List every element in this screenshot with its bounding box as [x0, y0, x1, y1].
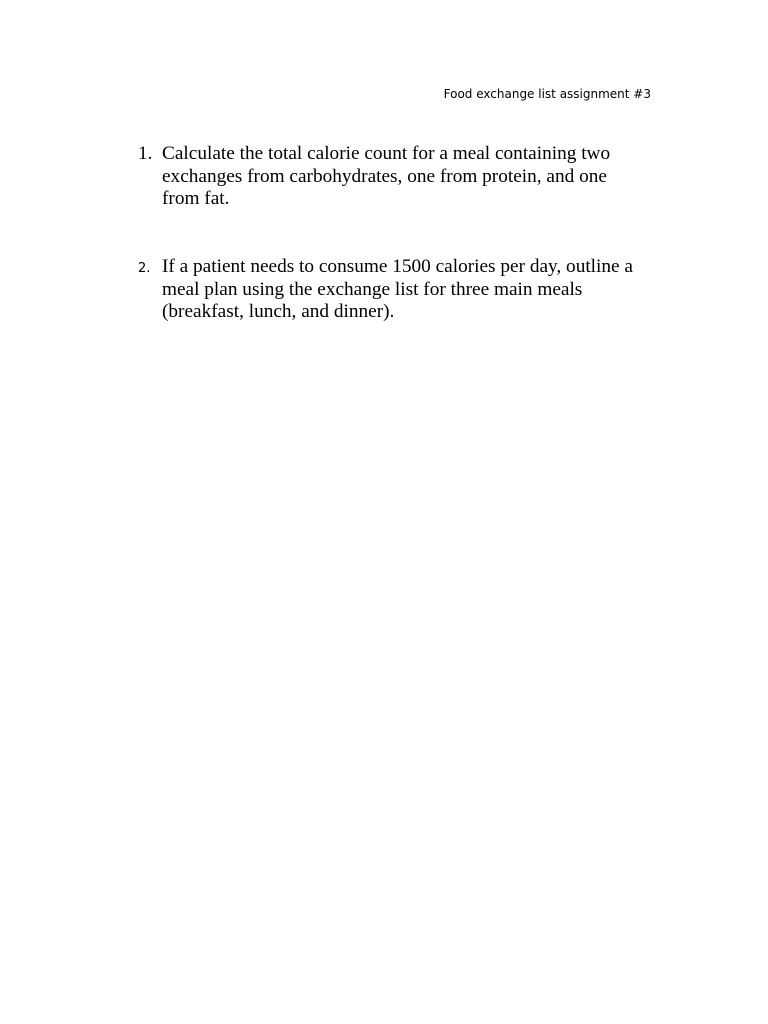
question-number: 2.: [138, 261, 151, 276]
question-text: If a patient needs to consume 1500 calories per day, outline a meal plan using the exchange list for three main meals (breakfast, lunch, and dinner).: [162, 256, 633, 322]
question-2: [138, 256, 638, 324]
question-text: Calculate the total calorie count for a meal containing two exchanges from carbohydrates, one from protein, and one from fat.: [162, 143, 611, 209]
question-1: [138, 143, 638, 211]
question-number: 1.: [138, 143, 153, 164]
header-title: Food exchange list assignment #3: [443, 87, 651, 101]
